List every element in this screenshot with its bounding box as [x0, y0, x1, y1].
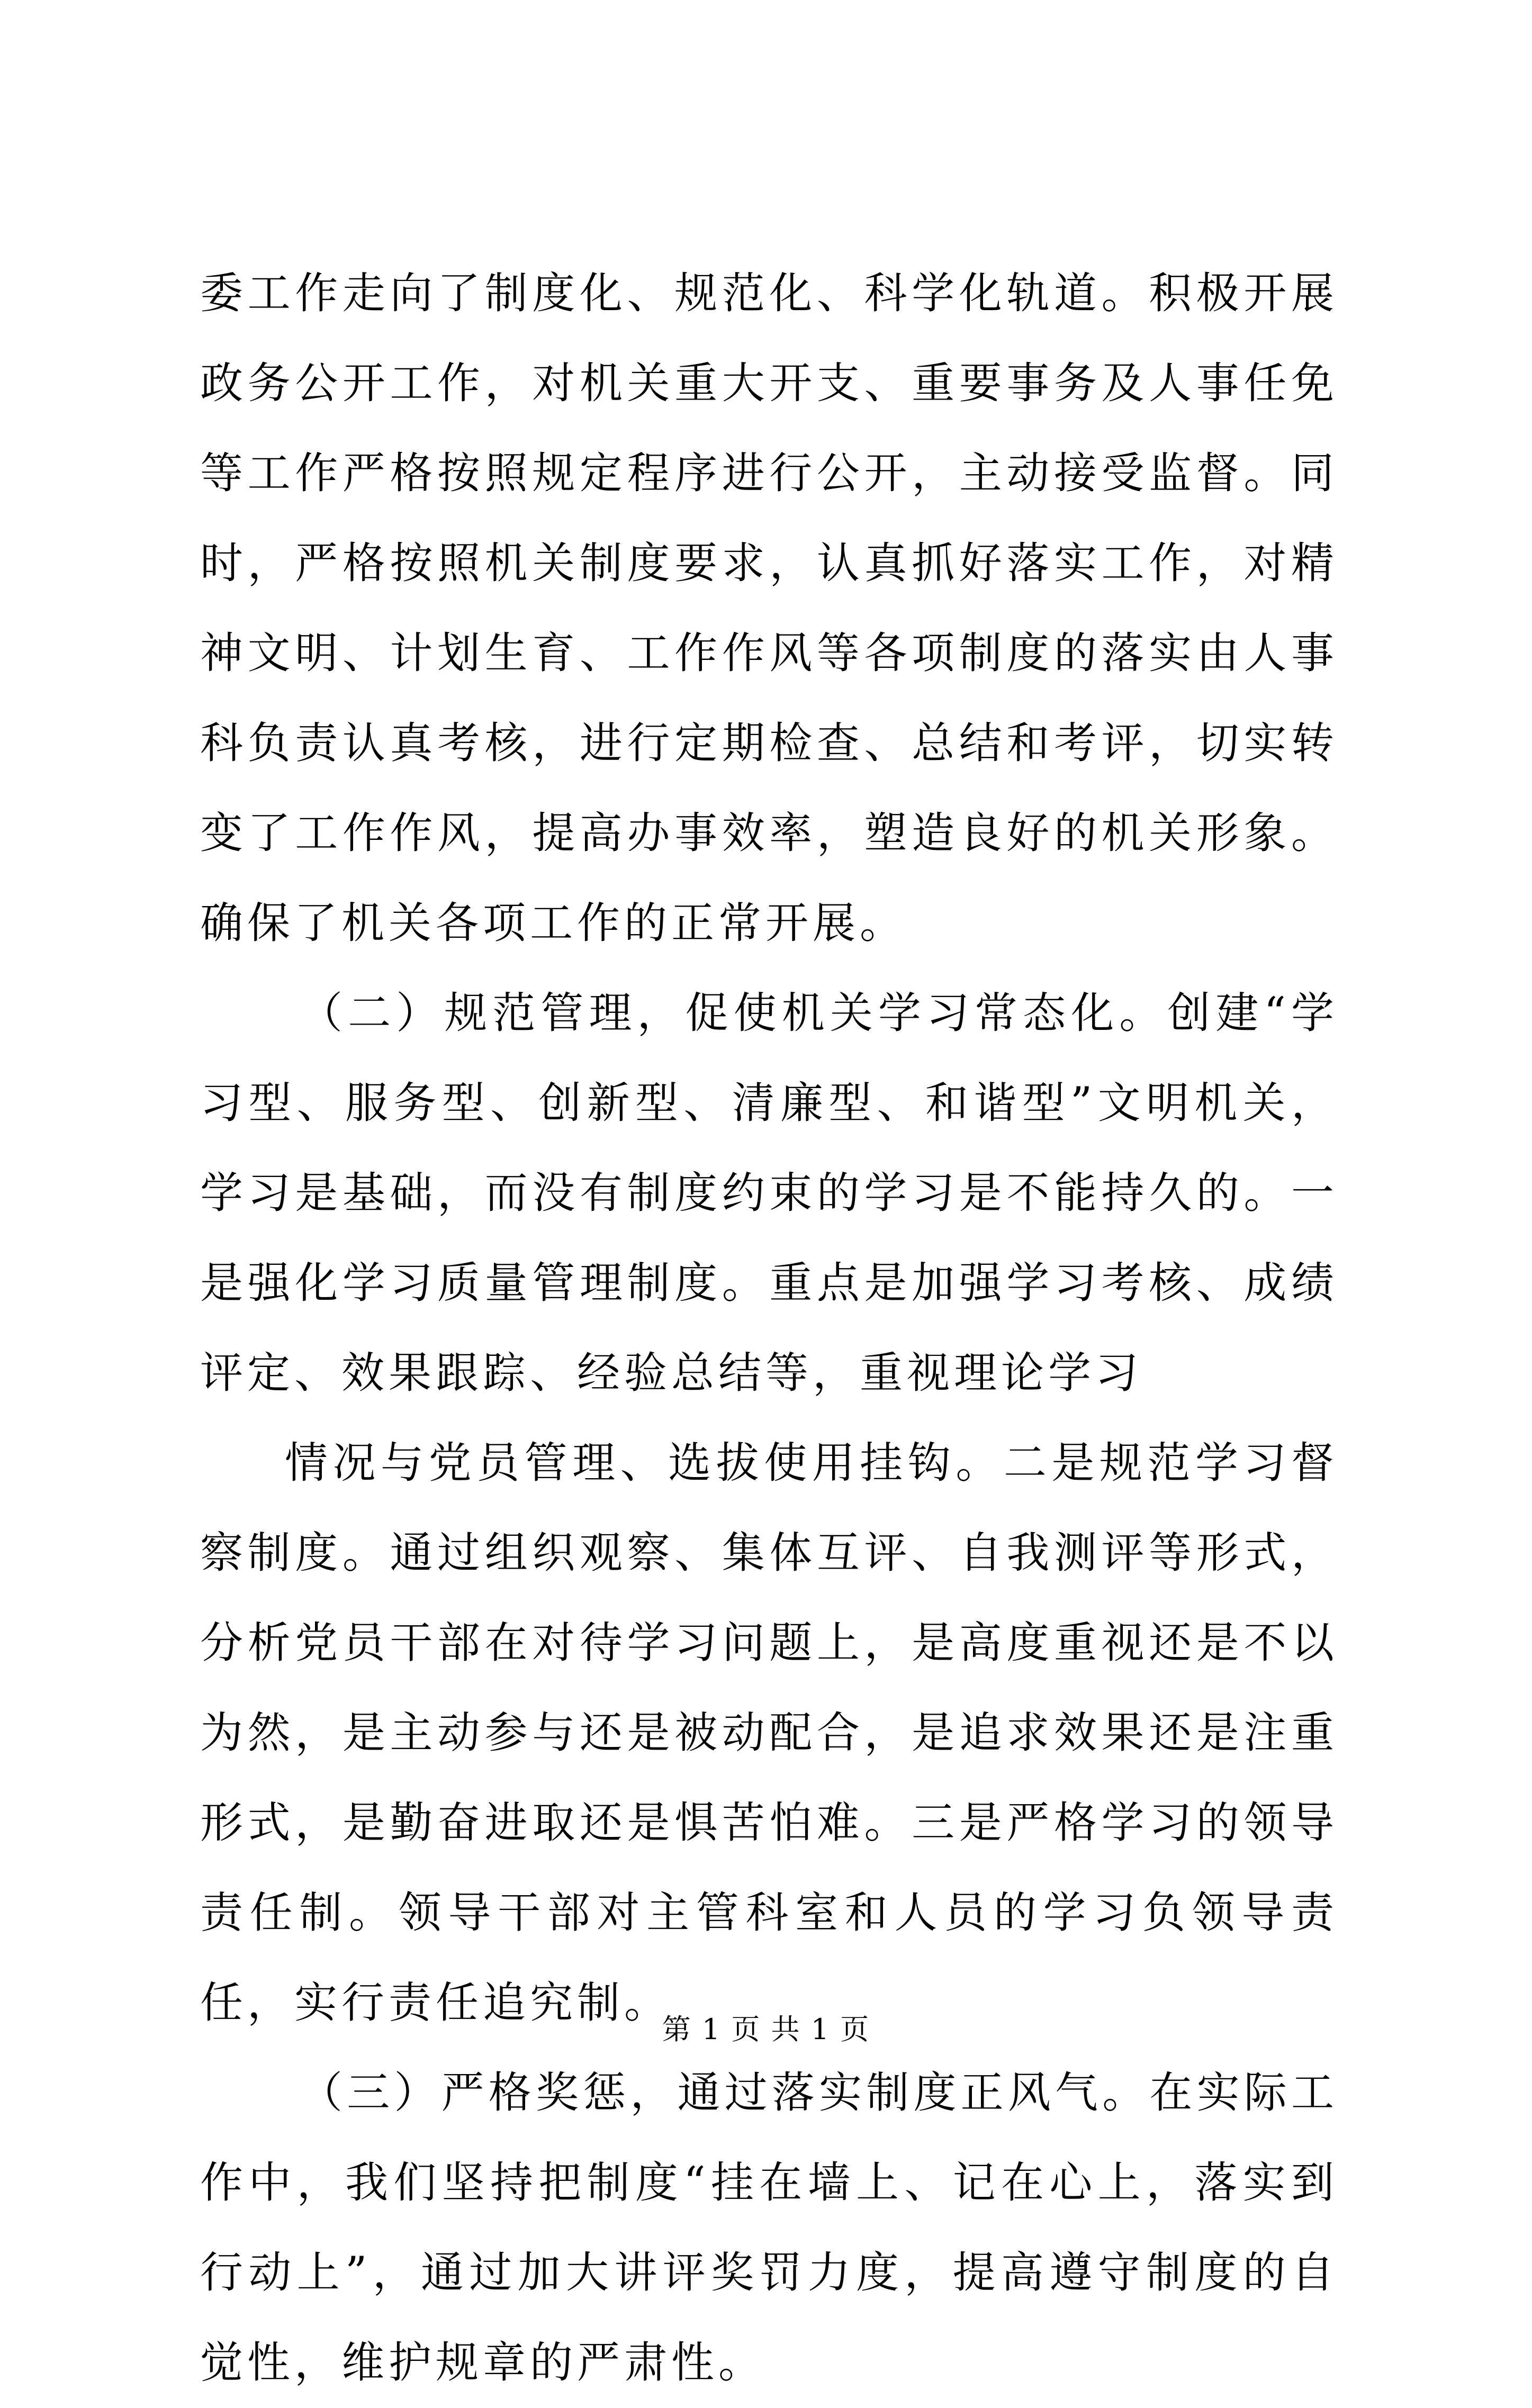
document-body: [200, 249, 1338, 2408]
page-number-footer: 第 1 页 共 1 页: [662, 2013, 870, 2046]
paragraph-1: 委工作走向了制度化、规范化、科学化轨道。积极开展政务公开工作，对机关重大开支、重要事务及人事任免等工作严格按照规定程序进行公开，主动接受监督。同时，严格按照机关制度要求，认真抓好落实工作，对精神文明、计划生育、工作作风等各项制度的落实由人事科负责认真考核，进行定期检查、总结和考评，切实转变了工作作风，提高办事效率，塑造良好的机关形象。确保了机关各项工作的正常开展。: [200, 269, 1338, 948]
paragraph-3: 情况与党员管理、选拔使用挂钩。二是规范学习督察制度。通过组织观察、集体互评、自我测评等形式，分析党员干部在对待学习问题上，是高度重视还是不以为然，是主动参与还是被动配合，是追求效果还是注重形式，是勤奋进取还是惧苦怕难。三是严格学习的领导责任制。领导干部对主管科室和人员的学习负领导责任，实行责任追究制。: [200, 1438, 1338, 2028]
paragraph-2: （二）规范管理，促使机关学习常态化。创建“学习型、服务型、创新型、清廉型、和谐型”文明机关，学习是基础，而没有制度约束的学习是不能持久的。一是强化学习质量管理制度。重点是加强学习考核、成绩评定、效果跟踪、经验总结等，重视理论学习: [200, 989, 1338, 1398]
paragraph-4: （三）严格奖惩，通过落实制度正风气。在实际工作中，我们坚持把制度“挂在墙上、记在心上，落实到行动上”，通过加大讲评奖罚力度，提高遵守制度的自觉性，维护规章的严肃性。: [200, 2068, 1338, 2388]
